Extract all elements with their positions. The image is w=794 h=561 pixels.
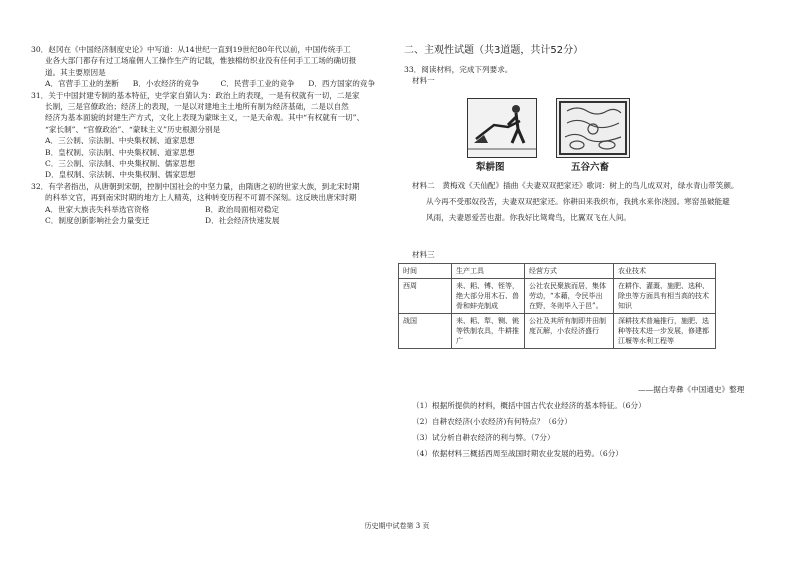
q31-line-2: 长制，三是官僚政治；经济上的表现，一是以对建地主土地所有制为经济基础，二是以自然 [45,102,349,112]
table-source: ——据白寿彝《中国通史》整理 [638,385,745,394]
q32-options-row-2 [31,215,396,226]
sub-question-3: （3）试分析自耕农经济的利与弊。（7分） [412,433,555,442]
q31-line-3: 经济为基本面貌的封建生产方式，文化上表现为蒙昧主义，一是天命观。其中“有权就有一切”、 [45,113,365,123]
q32-option-d: D．社会经济快速发展 [205,216,280,226]
row-2-technology: 深耕技术普遍推行，施肥、选种等技术进一步发展，修建都江堰等水利工程等 [614,314,716,349]
plowing-image [467,98,537,158]
q32-line-2: 的科举文官，再到南宋时期的地方上人精英，这种转变历程不可谓不深刻。这反映出唐宋时期 [45,193,357,203]
table-row [399,279,716,314]
row-1-technology: 在耕作、灌溉、施肥、选种、除虫等方面具有相当高的技术知识 [614,279,716,314]
left-column [31,44,396,227]
q31-option-c: C．三公制、宗法制、中央集权制、儒家思想 [45,159,196,169]
sub-question-1: （1）根据所提供的材料，概括中国古代农业经济的基本特征。（6分） [412,401,646,410]
grains-livestock-illustration [557,99,629,157]
q32-option-b: B．政治局面相对稳定 [205,204,279,214]
section-2-title: 二、主观性试题（共3道题，共计52分） [404,45,584,56]
q30-option-b: B．小农经济的竞争 [132,79,200,89]
q32-line-1: 32．有学者指出，从唐朝到宋朝，控制中国社会的中坚力量，由隋唐之初的世家大族，到北宋时期 [31,181,360,191]
row-1-tools: 耒、耜、镈、铚等，绝大部分用木石、兽骨和蚌壳制成 [452,279,525,314]
right-column [404,44,764,87]
q30-line-2: 业各大部门都存有过工场雇佣人工操作生产的记载，惟独棉纺织业没有任何手工工场的确切报 [45,56,357,66]
q32-option-a: A．世家大族丧失科举选官资格 [45,204,150,214]
q30-line-1: 30．赵冈在《中国经济制度史论》中写道：从14世纪一直到19世纪80年代以前，中国传统手工 [31,45,351,54]
material-2-line-1: 材料二 黄梅戏《天仙配》插曲《夫妻双双把家还》歌词：树上的鸟儿成双对，绿水青山带笑颜。 [412,181,739,190]
q30-option-a: A．官营手工业的垄断 [45,79,119,89]
plowing-illustration [468,99,536,157]
q31-option-b: B．皇权制、宗法制、中央集权制、道家思想 [45,147,195,157]
row-1-time: 西周 [399,279,452,314]
q31-option-d: D．皇权制、宗法制、中央集权制、儒家思想 [45,170,196,180]
page-footer: 历史期中试卷第 3 页 [364,522,430,530]
header-management: 经营方式 [525,264,614,279]
grains-livestock-caption: 五谷六畜 [571,162,610,173]
q31-line-4: “家长制”、“官僚政治”、“蒙昧主义”历史根源分别是 [45,124,221,134]
table-header-row [399,264,716,279]
sub-question-2: （2）自耕农经济(小农经济)有何特点？（6分） [412,417,572,426]
material-3-label: 材料三 [412,250,435,259]
row-1-management: 公社农民聚族而居，集体劳动，“本藉，令民毕出在野，冬则毕入于邑”。 [525,279,614,314]
plowing-caption: 犁耕图 [476,162,505,173]
question-32 [31,181,396,227]
row-2-time: 战国 [399,314,452,349]
q33-intro: 33．阅读材料，完成下列要求。 [404,65,513,74]
q30-option-c: C．民营手工业的竞争 [220,79,295,89]
material-1-label: 材料一 [412,76,435,86]
question-31 [31,90,396,181]
header-time: 时间 [399,264,452,279]
grains-livestock-image [556,98,630,158]
table-row [399,314,716,349]
q31-option-a: A．三公制、宗法制、中央集权制、道家思想 [45,136,195,146]
q30-option-d: D．西方国家的竞争 [308,79,376,89]
q32-option-c: C．制度创新影响社会力量变迁 [45,216,150,226]
material-2-line-3: 风雨，夫妻恩爱苦也甜。你我好比鸳鸯鸟，比翼双飞在人间。 [426,213,632,222]
header-technology: 农业技术 [614,264,716,279]
row-2-tools: 耒、耜、犁、铡、铫等铁制农具，牛耕推广 [452,314,525,349]
material-3-table [398,263,716,349]
sub-question-4: （4）依据材料三概括西周至战国时期农业发展的趋势。（6分） [412,449,623,458]
q31-line-1: 31．关于中国封建专制的基本特征，史学家自猜认为：政治上的表现，一是有权就有一切，二是家 [31,90,360,100]
row-2-management: 公社及其所有制即井田制度瓦解，小农经济盛行 [525,314,614,349]
q30-line-3: 道。其主要原因是 [45,67,106,77]
question-30 [31,44,396,90]
q30-options [31,78,396,89]
q32-options-row-1 [31,204,396,215]
material-2-line-2: 从今再不受那奴役苦，夫妻双双把家还。你耕田来我织布，我挑水来你浇园。寒窑虽破能避 [426,197,730,206]
header-tools: 生产工具 [452,264,525,279]
